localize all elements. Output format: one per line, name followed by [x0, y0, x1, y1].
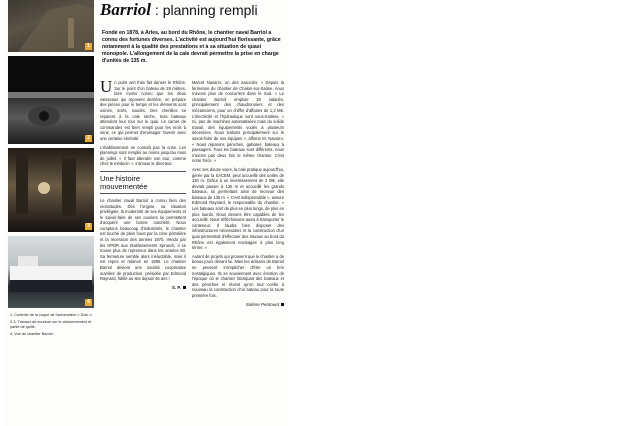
ship-hull-photo — [8, 0, 94, 52]
photo-number: 4 — [85, 299, 92, 306]
article-title — [100, 0, 286, 20]
paragraph: Marcel Navarro, un des associés. « Depuis la fermeture du chantier de Chalon-sur-Saône, nous n'avons plus de concurrent dans le Sud. » Le chantier Barriol emploie 20 salariés, principalement des chaudronniers et des mécaniciens, pour un chiffre d'affaires de 1,2 M€. L'électricité et l'hydraulique sont sous-traitées. « Ici, pas de machines automatisées mais du solide travail, des équipements voués à plusieurs décennies. Nous traitons principalement sur le savoir-faire de nos équipes », affirme M. Navarro. « Nous réparons péniches, gabares, bateaux à passagers. Tous les bateaux sont différents, nous n'avons pas deux fois le même chantier. C'est notre force. » — [192, 80, 284, 164]
signature-text: Solène Pentouet — [245, 301, 279, 307]
paragraph: Le chantier naval Barriol a connu bien des vicissitudes. Dès l'origine, sa situation privilégiée, la modernité de ses équipements et le savoir-faire de ses ouvriers lui permettent d'acquérir une bonne notoriété. Nous comptons beaucoup d'industriels, le chantier est touché de plein fouet par la crise pétrolière et la récession des années 1970. Vendu par les HPDR aux établissements Sprunck, il se trouve plus de repreneur dans les années 80. Sa fermeture semble alors inéluctable, mais il est repris et relancé en 1986. Le chantier Barriol devient une société coopérative ouvrière de production, présidée par Edmond Raynard, fidèle au site depuis 46 ans ! — [100, 197, 186, 282]
signature-text: S. P. — [171, 284, 181, 290]
author-signature — [192, 302, 284, 308]
author-initials — [100, 285, 186, 291]
propeller-photo — [8, 56, 94, 144]
caption: 4. Vue du chantier Barriol. — [10, 332, 54, 336]
end-square-icon — [281, 303, 284, 306]
barge-illustration — [8, 236, 94, 308]
photo-number: 3 — [85, 223, 92, 230]
title-brand: Barriol — [100, 0, 152, 19]
photo-captions — [10, 313, 96, 339]
drop-cap: U — [100, 77, 113, 96]
magazine-page — [4, 0, 288, 426]
caption: 1. Contrôle de la coque de l'automoteur « Dolo ». — [10, 313, 93, 317]
paragraph: Avec ses douze voies, la cale pratique aujourd'hui, gérée par la SACEM, peut accueillir des unités de 120 m. Grâce à un investissement de 2 M€, elle devrait passer à 135 m et accueillir les grands bateaux, lui permettant ainsi de recevoir des bateaux de 135 m. « C'est indispensable », assure Edmond Raynard, le responsable du chantier. « Les bateaux sont de plus en plus longs, de plus en plus lourds. Nous devons être capables de les accueillir. Nous réfléchissons aussi à transporter le conteneur. Il faudra bien disposer des infrastructures nécessaires et la construction d'un quai permettrait d'effectuer des travaux au bord du Rhône est également envisagée à plus long terme. » — [192, 166, 284, 251]
paragraph — [100, 77, 186, 142]
caption: 2-3. Travaux de soudure sur le cloisonnement et partie de quille. — [10, 320, 92, 329]
photo-number: 1 — [85, 43, 92, 50]
title-rest: : planning rempli — [151, 2, 258, 18]
hull-interior-illustration — [8, 148, 94, 232]
paragraph: Autant de projets qui prouvent que le chantier a de beaux jours devant lui. Mais les artisans de Barriol ne peuvent s'empêcher d'être un brin nostalgiques. Ils se souviennent avec émotion de l'époque où le chantier fabriquait des bateaux et des péniches et rêvent qu'on leur confie à nouveau la construction d'un bateau pour la toute première fois. — [192, 253, 284, 298]
end-square-icon — [183, 286, 186, 289]
paragraph: L'établissement ne connaît pas la crise. Les plannings sont remplis au moins jusqu'au mois de juillet. « Il faut attendre son tour, comme chez le médecin », s'amuse le directeur. — [100, 144, 186, 167]
article-lead: Fondé en 1878, à Arles, au bord du Rhône, le chantier naval Barriol a connu des fortunes diverses. L'activité est aujourd'hui florissante, grâce notamment à la qualité des prestations et à sa situation de quasi monopole. L'allongement de la cale devrait permettre la prise en charge d'unités de 135 m. — [102, 30, 281, 64]
barge-on-slipway-photo — [8, 236, 94, 308]
paragraph-text: n point vert frais fait danser le Rhône. Sur le point d'un bateau de 28 mètres, bien moins connu que les deux vaisseaux qui reposent derrière, on prépare des pièces pour le temps et les éléments sont usinés, sciés, soudés. Des chenilles se réparent à la cale sèche, trois bateaux attendent leur tour sur le quai. Le carnet de commandes est bien rempli pour les mois à venir, ce qui permet d'envisager l'avenir avec une certaine sérénité. — [100, 80, 186, 141]
photo-number: 2 — [85, 135, 92, 142]
section-heading: Une histoire mouvementée — [100, 171, 186, 194]
propeller-illustration — [8, 56, 94, 144]
text-column-2 — [192, 80, 284, 307]
hull-interior-photo — [8, 148, 94, 232]
ship-hull-illustration — [8, 0, 94, 52]
text-column-1 — [100, 77, 186, 290]
